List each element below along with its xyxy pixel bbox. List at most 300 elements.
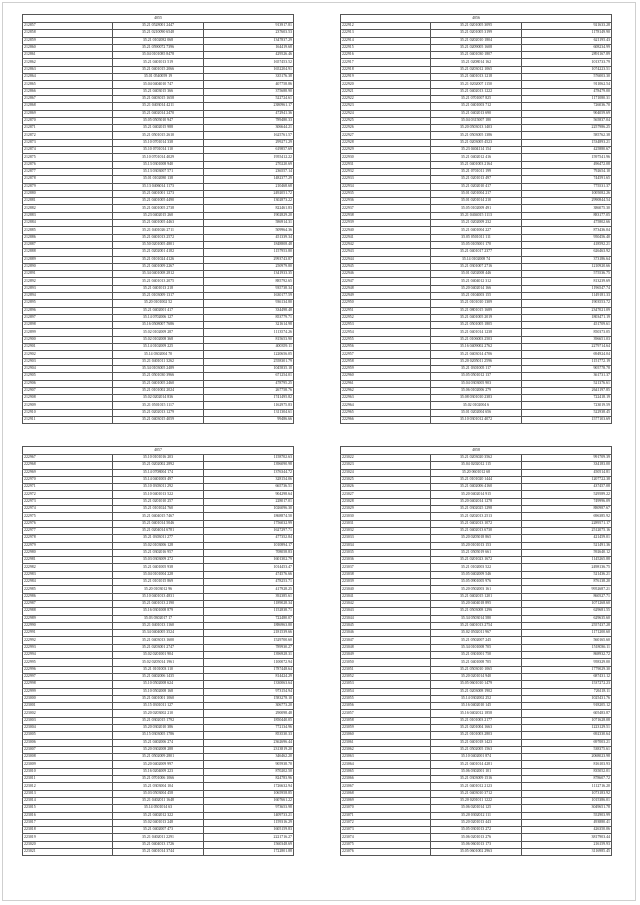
table-row xyxy=(341,110,612,117)
amount-cell: 496472.08 xyxy=(521,161,611,168)
amount-cell: 334498.48 xyxy=(203,307,293,314)
amount-cell: 905778.78 xyxy=(521,365,611,372)
amount-cell: 880987.67 xyxy=(521,506,611,513)
amount-cell: 1607661.22 xyxy=(203,797,293,804)
row-number-cell: 222976 xyxy=(23,520,113,527)
table-row xyxy=(23,797,294,804)
table-row xyxy=(23,659,294,666)
amount-cell: 822461.83 xyxy=(203,205,293,212)
amount-cell: 950456.40 xyxy=(521,234,611,241)
account-code-cell: 35.20 0203002 210 xyxy=(113,710,203,717)
table-row xyxy=(341,234,612,241)
account-code-cell: 35.05 0102009 491 xyxy=(431,205,521,212)
amount-cell: 878607.72 xyxy=(521,776,611,783)
table-row xyxy=(341,761,612,768)
amount-cell: 586914.31 xyxy=(203,220,293,227)
amount-cell: 1071628.08 xyxy=(521,717,611,724)
row-number-cell: 223012 xyxy=(23,783,113,790)
amount-cell: 1848808.48 xyxy=(203,241,293,248)
account-code-cell: 35.34 0103005 2489 xyxy=(113,365,203,372)
account-code-cell: 35.21 0801015 1689 xyxy=(431,307,521,314)
account-code-cell: 35.20 0302012 111 xyxy=(431,812,521,819)
amount-cell: 911062.54 xyxy=(521,81,611,88)
amount-cell: 1630177.59 xyxy=(203,292,293,299)
table-row xyxy=(23,586,294,593)
account-code-cell: 35.21 0203020 3562 xyxy=(431,455,521,462)
table-row xyxy=(341,23,612,30)
row-number-cell: 223034 xyxy=(341,542,431,549)
account-code-cell: 35.16 0508007 7686 xyxy=(113,322,203,329)
row-number-cell: 222971 xyxy=(23,484,113,491)
account-code-cell: 35.04 0202012 115 xyxy=(431,462,521,469)
row-number-cell: 223011 xyxy=(23,776,113,783)
amount-cell: 904298.64 xyxy=(203,491,293,498)
table-row xyxy=(23,154,294,161)
table-row xyxy=(23,263,294,270)
table-row xyxy=(23,292,294,299)
amount-cell: 1657453.52 xyxy=(203,59,293,66)
row-number-cell: 222981 xyxy=(23,557,113,564)
table-row xyxy=(341,81,612,88)
account-code-cell: 35.16 0402012 1858 xyxy=(431,710,521,717)
account-code-cell: 35.20 0201013 443 xyxy=(431,819,521,826)
account-code-cell: 35.01 0102080 138 xyxy=(113,176,203,183)
table-row xyxy=(23,739,294,746)
account-code-cell: 35.21 0401014 5046 xyxy=(113,520,203,527)
amount-cell: 2257986.25 xyxy=(521,125,611,132)
account-code-cell: 35.21 0202009 232 xyxy=(431,220,521,227)
amount-cell: 694924.04 xyxy=(521,351,611,358)
account-code-cell: 35.16 0301008 879 xyxy=(113,608,203,615)
amount-cell: 2641197.85 xyxy=(521,387,611,394)
table-row xyxy=(23,776,294,783)
table-row xyxy=(341,732,612,739)
amount-cell: 904059.69 xyxy=(521,110,611,117)
account-code-cell: 35.21 0402001 417 xyxy=(113,307,203,314)
account-code-cell: 35.21 0501015 1117 xyxy=(113,402,203,409)
row-number-cell: 223032 xyxy=(341,527,431,534)
table-row xyxy=(341,608,612,615)
table-row xyxy=(23,761,294,768)
row-number-cell: 223021 xyxy=(23,849,113,856)
table-row xyxy=(23,95,294,102)
amount-cell: 853779.71 xyxy=(203,314,293,321)
table-row xyxy=(23,469,294,476)
table-row xyxy=(341,271,612,278)
account-code-cell: 35.21 0101003 2803 xyxy=(431,732,521,739)
account-code-cell: 35.02 0102008 368 xyxy=(113,336,203,343)
amount-cell: 521491.36 xyxy=(521,542,611,549)
amount-cell: 1652204.91 xyxy=(203,66,293,73)
table-row xyxy=(341,74,612,81)
amount-cell: 853530.33 xyxy=(203,732,293,739)
account-code-cell: 35.06 0201013 276 xyxy=(431,834,521,841)
amount-cell: 1220656.05 xyxy=(203,351,293,358)
amount-cell: 1158702.63 xyxy=(203,455,293,462)
amount-cell: 306773.20 xyxy=(203,703,293,710)
account-code-cell: 35.21 0102003 522 xyxy=(431,564,521,571)
row-number-cell: 222915 xyxy=(341,44,431,51)
account-code-cell: 35.21 0101002 2024 xyxy=(113,387,203,394)
amount-cell: 509964.36 xyxy=(203,227,293,234)
amount-cell: 1868874.50 xyxy=(203,513,293,520)
table-row xyxy=(341,797,612,804)
table-row xyxy=(341,417,612,424)
account-code-cell: 35.13 0301008 940 xyxy=(113,161,203,168)
table-row xyxy=(341,395,612,402)
amount-cell: 813239.69 xyxy=(521,278,611,285)
amount-cell: 1518036.11 xyxy=(521,644,611,651)
table-row xyxy=(341,336,612,343)
table-row xyxy=(341,593,612,600)
table-row xyxy=(341,402,612,409)
amount-cell: 2498136.75 xyxy=(521,564,611,571)
amount-cell: 478795.25 xyxy=(203,380,293,387)
table-row xyxy=(23,365,294,372)
amount-cell: 3817903.44 xyxy=(521,834,611,841)
account-code-cell: 35.21 0203012 1065 xyxy=(431,66,521,73)
table-row xyxy=(341,44,612,51)
amount-cell: 1010894.17 xyxy=(203,542,293,549)
account-code-cell: 35.50 0201005 4801 xyxy=(113,241,203,248)
amount-cell: 1015386.01 xyxy=(521,797,611,804)
row-number-cell: 223005 xyxy=(23,732,113,739)
row-number-cell: 222968 xyxy=(23,462,113,469)
account-code-cell: 35.21 0401001 1273 xyxy=(113,190,203,197)
row-number-cell: 223071 xyxy=(341,812,431,819)
account-code-cell: 35.21 0502009 2801 xyxy=(113,754,203,761)
amount-cell: 1311304.61 xyxy=(203,409,293,416)
row-number-cell: 223056 xyxy=(341,703,431,710)
amount-cell: 477352.84 xyxy=(203,535,293,542)
account-code-cell: 35.21 0302016 957 xyxy=(113,549,203,556)
account-code-cell: 35.21 0401013 2754 xyxy=(431,622,521,629)
row-number-cell: 212867 xyxy=(23,95,113,102)
row-number-cell: 212899 xyxy=(23,329,113,336)
amount-cell: 873436.04 xyxy=(521,227,611,234)
account-code-cell: 35.20 0201011 1222 xyxy=(431,797,521,804)
table-row xyxy=(341,841,612,848)
account-code-cell: 35.21 0203001 2747 xyxy=(113,644,203,651)
amount-cell: 835052.01 xyxy=(521,768,611,775)
account-code-cell: 35.20 0101013 153 xyxy=(431,542,521,549)
table-row xyxy=(23,673,294,680)
table-row xyxy=(341,285,612,292)
account-code-cell: 35.10 0303011 292 xyxy=(113,484,203,491)
table-row xyxy=(341,659,612,666)
account-code-cell: 35.02 0401013 248 xyxy=(113,819,203,826)
account-code-cell: 35.21 0502007 245 xyxy=(431,637,521,644)
table-row xyxy=(341,652,612,659)
row-number-cell: 222927 xyxy=(341,132,431,139)
table-row xyxy=(23,579,294,586)
table-row xyxy=(23,314,294,321)
amount-cell: 361731.37 xyxy=(521,373,611,380)
row-number-cell: 222979 xyxy=(23,542,113,549)
row-number-cell: 223041 xyxy=(341,593,431,600)
amount-cell: 1159316.29 xyxy=(203,819,293,826)
row-number-cell: 223016 xyxy=(23,812,113,819)
amount-cell: 2221716.27 xyxy=(203,834,293,841)
table-row xyxy=(341,52,612,59)
account-code-cell: 35.21 0401005 2460 xyxy=(113,380,203,387)
row-number-cell: 212857 xyxy=(23,23,113,30)
row-number-cell: 212905 xyxy=(23,373,113,380)
account-code-cell: 35.04 0101085 8478 xyxy=(113,52,203,59)
row-number-cell: 223027 xyxy=(341,491,431,498)
account-code-cell: 35.21 0701007 825 xyxy=(431,95,521,102)
table-header: 4057 xyxy=(23,447,294,455)
account-code-cell: 35.21 0403015 4059 xyxy=(113,417,203,424)
account-code-cell: 35.21 0402013 1222 xyxy=(431,88,521,95)
row-number-cell: 223064 xyxy=(341,761,431,768)
amount-cell: 417928.25 xyxy=(203,586,293,593)
row-number-cell: 212870 xyxy=(23,117,113,124)
account-code-cell: 35.21 0101003 110 xyxy=(113,666,203,673)
row-number-cell: 222937 xyxy=(341,205,431,212)
amount-cell: 626463.92 xyxy=(521,249,611,256)
account-code-cell: 35.21 0101020 1444 xyxy=(431,476,521,483)
table-row xyxy=(23,476,294,483)
amount-cell: 991709.39 xyxy=(521,455,611,462)
row-number-cell: 222994 xyxy=(23,652,113,659)
table-row xyxy=(23,608,294,615)
table-row xyxy=(23,615,294,622)
amount-cell: 1071268.60 xyxy=(521,600,611,607)
row-number-cell: 212890 xyxy=(23,263,113,270)
row-number-cell: 222996 xyxy=(23,666,113,673)
amount-cell: 1210920.66 xyxy=(521,263,611,270)
table-row xyxy=(341,139,612,146)
account-code-cell: 35.21 0701006 1066 xyxy=(113,776,203,783)
amount-cell: 1376344.72 xyxy=(203,469,293,476)
account-code-cell: 35.04 0101004 228 xyxy=(113,571,203,578)
table-row xyxy=(23,37,294,44)
account-code-cell: 35.21 0204014 6781 xyxy=(113,527,203,534)
table-row xyxy=(341,59,612,66)
register-table-4057 xyxy=(22,446,294,856)
amount-cell: 1396928.31 xyxy=(203,652,293,659)
row-number-cell: 223040 xyxy=(341,586,431,593)
account-code-cell: 35.34 0101008 705 xyxy=(431,644,521,651)
row-number-cell: 222982 xyxy=(23,564,113,571)
row-number-cell: 212891 xyxy=(23,271,113,278)
amount-cell: 392385.61 xyxy=(203,593,293,600)
amount-cell: 860527.71 xyxy=(521,593,611,600)
amount-cell: 744591.65 xyxy=(521,176,611,183)
table-header: 4055 xyxy=(23,15,294,23)
table-row xyxy=(341,739,612,746)
amount-cell: 421459.01 xyxy=(521,535,611,542)
row-number-cell: 222945 xyxy=(341,263,431,270)
table-row xyxy=(341,168,612,175)
row-number-cell: 222930 xyxy=(341,154,431,161)
row-number-cell: 222973 xyxy=(23,498,113,505)
amount-cell: 478253.71 xyxy=(203,579,293,586)
table-row xyxy=(341,513,612,520)
table-row xyxy=(341,724,612,731)
amount-cell: 1045835.18 xyxy=(203,365,293,372)
table-row xyxy=(341,147,612,154)
account-code-cell: 35.21 0528001 2447 xyxy=(113,23,203,30)
account-code-cell: 35.21 0402015 988 xyxy=(113,125,203,132)
account-code-cell: 35.02 0102004 6 xyxy=(431,402,521,409)
row-number-cell: 222941 xyxy=(341,234,431,241)
row-number-cell: 222961 xyxy=(341,380,431,387)
row-number-cell: 223019 xyxy=(23,834,113,841)
account-code-cell: 35.21 0101003 2177 xyxy=(431,717,521,724)
table-row xyxy=(341,666,612,673)
amount-cell: 1113574.26 xyxy=(203,329,293,336)
account-code-cell: 35.21 0401012 2123 xyxy=(431,783,521,790)
row-number-cell: 222913 xyxy=(341,30,431,37)
account-code-cell: 35.10 0301012 4072 xyxy=(431,417,521,424)
table-row xyxy=(23,322,294,329)
table-row xyxy=(341,455,612,462)
row-number-cell: 222933 xyxy=(341,176,431,183)
table-row xyxy=(23,278,294,285)
table-row xyxy=(23,805,294,812)
row-number-cell: 222939 xyxy=(341,220,431,227)
account-code-cell: 35.21 0202013 1279 xyxy=(113,409,203,416)
table-row xyxy=(23,103,294,110)
table-row xyxy=(23,666,294,673)
account-code-cell: 35.21 0401009 2267 xyxy=(113,263,203,270)
account-code-cell: 35.21 0202010 1804 xyxy=(431,37,521,44)
row-number-cell: 223038 xyxy=(341,571,431,578)
table-row xyxy=(23,373,294,380)
row-number-cell: 222988 xyxy=(23,608,113,615)
row-number-cell: 222997 xyxy=(23,673,113,680)
account-code-cell: 35.21 0401005 2738 xyxy=(113,205,203,212)
table-row xyxy=(23,241,294,248)
row-number-cell: 212865 xyxy=(23,81,113,88)
account-code-cell: 35.21 0401011 3262 xyxy=(113,358,203,365)
table-row xyxy=(341,241,612,248)
row-number-cell: 222985 xyxy=(23,586,113,593)
table-row xyxy=(341,387,612,394)
row-number-cell: 223010 xyxy=(23,768,113,775)
account-code-cell: 35.20 0103012 96 xyxy=(113,586,203,593)
row-number-cell: 222962 xyxy=(341,387,431,394)
row-number-cell: 222999 xyxy=(23,688,113,695)
amount-cell: 1605159.83 xyxy=(203,827,293,834)
table-row xyxy=(23,768,294,775)
row-number-cell: 223059 xyxy=(341,724,431,731)
table-row xyxy=(23,409,294,416)
account-code-cell: 35.21 0301001 750 xyxy=(431,652,521,659)
amount-cell: 375688.90 xyxy=(203,88,293,95)
table-row xyxy=(341,380,612,387)
account-code-cell: 35.21 0401030 1807 xyxy=(431,52,521,59)
row-number-cell: 223033 xyxy=(341,535,431,542)
amount-cell: 619857.69 xyxy=(203,147,293,154)
table-row xyxy=(341,549,612,556)
amount-cell: 474576.66 xyxy=(203,571,293,578)
account-code-cell: 35.20 0402014 166 xyxy=(431,285,521,292)
amount-cell: 426350.06 xyxy=(521,827,611,834)
table-row xyxy=(341,476,612,483)
account-code-cell: 35.21 0302015 1792 xyxy=(113,717,203,724)
row-number-cell: 212898 xyxy=(23,322,113,329)
row-number-cell: 223061 xyxy=(341,739,431,746)
account-code-cell: 35.21 0302025 1298 xyxy=(431,506,521,513)
account-code-cell: 35.21 0201005 3095 xyxy=(431,23,521,30)
amount-cell: 726036.70 xyxy=(521,103,611,110)
amount-cell: 814424.29 xyxy=(203,673,293,680)
row-number-cell: 223060 xyxy=(341,732,431,739)
row-number-cell: 222948 xyxy=(341,285,431,292)
row-number-cell: 222989 xyxy=(23,615,113,622)
amount-cell: 936134.80 xyxy=(203,300,293,307)
row-number-cell: 222977 xyxy=(23,527,113,534)
row-number-cell: 223073 xyxy=(341,827,431,834)
amount-cell: 789480.33 xyxy=(203,117,293,124)
amount-cell: 3049651.78 xyxy=(521,805,611,812)
account-code-cell: 35.21 0101015 869 xyxy=(113,579,203,586)
table-row xyxy=(341,351,612,358)
row-number-cell: 222980 xyxy=(23,549,113,556)
table-row xyxy=(341,790,612,797)
account-code-cell: 35.21 0203005 4523 xyxy=(431,139,521,146)
amount-cell: 2380961.17 xyxy=(203,103,293,110)
account-code-cell: 35.21 0401017 2377 xyxy=(431,249,521,256)
amount-cell: 335176.38 xyxy=(203,74,293,81)
account-code-cell: 35.06 0102006 279 xyxy=(431,387,521,394)
table-row xyxy=(341,622,612,629)
row-number-cell: 223013 xyxy=(23,790,113,797)
table-row xyxy=(23,834,294,841)
amount-cell: 1886963.80 xyxy=(203,622,293,629)
amount-cell: 407758.86 xyxy=(203,81,293,88)
account-code-cell: 35.21 0402015 1201 xyxy=(431,593,521,600)
row-number-cell: 222969 xyxy=(23,469,113,476)
row-number-cell: 222986 xyxy=(23,593,113,600)
amount-cell: 1074223.51 xyxy=(521,66,611,73)
amount-cell: 1803471.19 xyxy=(521,314,611,321)
table-row xyxy=(341,198,612,205)
row-number-cell: 223014 xyxy=(23,797,113,804)
amount-cell: 552903.99 xyxy=(521,812,611,819)
table-row xyxy=(23,402,294,409)
table-row xyxy=(23,600,294,607)
amount-cell: 1330063.64 xyxy=(203,681,293,688)
amount-cell: 1347837.29 xyxy=(203,37,293,44)
amount-cell: 850373.05 xyxy=(521,329,611,336)
table-row xyxy=(23,417,294,424)
amount-cell: 1302873.22 xyxy=(203,198,293,205)
amount-cell: 1534893.21 xyxy=(521,139,611,146)
table-row xyxy=(23,110,294,117)
table-row xyxy=(23,542,294,549)
account-code-cell: 35.05 0601002 2963 xyxy=(431,849,521,856)
table-row xyxy=(341,535,612,542)
row-number-cell: 212858 xyxy=(23,30,113,37)
amount-cell: 1850440.05 xyxy=(203,717,293,724)
row-number-cell: 223045 xyxy=(341,622,431,629)
account-code-cell: 35.21 0401015 2066 xyxy=(113,66,203,73)
amount-cell: 418592.21 xyxy=(521,241,611,248)
account-code-cell: 35.21 0404015 1113 xyxy=(431,212,521,219)
row-number-cell: 222923 xyxy=(341,103,431,110)
table-row xyxy=(23,125,294,132)
row-number-cell: 223031 xyxy=(341,520,431,527)
row-number-cell: 212863 xyxy=(23,66,113,73)
amount-cell: 522724.61 xyxy=(203,95,293,102)
row-number-cell: 212906 xyxy=(23,380,113,387)
row-number-cell: 223028 xyxy=(341,498,431,505)
account-code-cell: 35.21 0403015 1658 xyxy=(113,95,203,102)
